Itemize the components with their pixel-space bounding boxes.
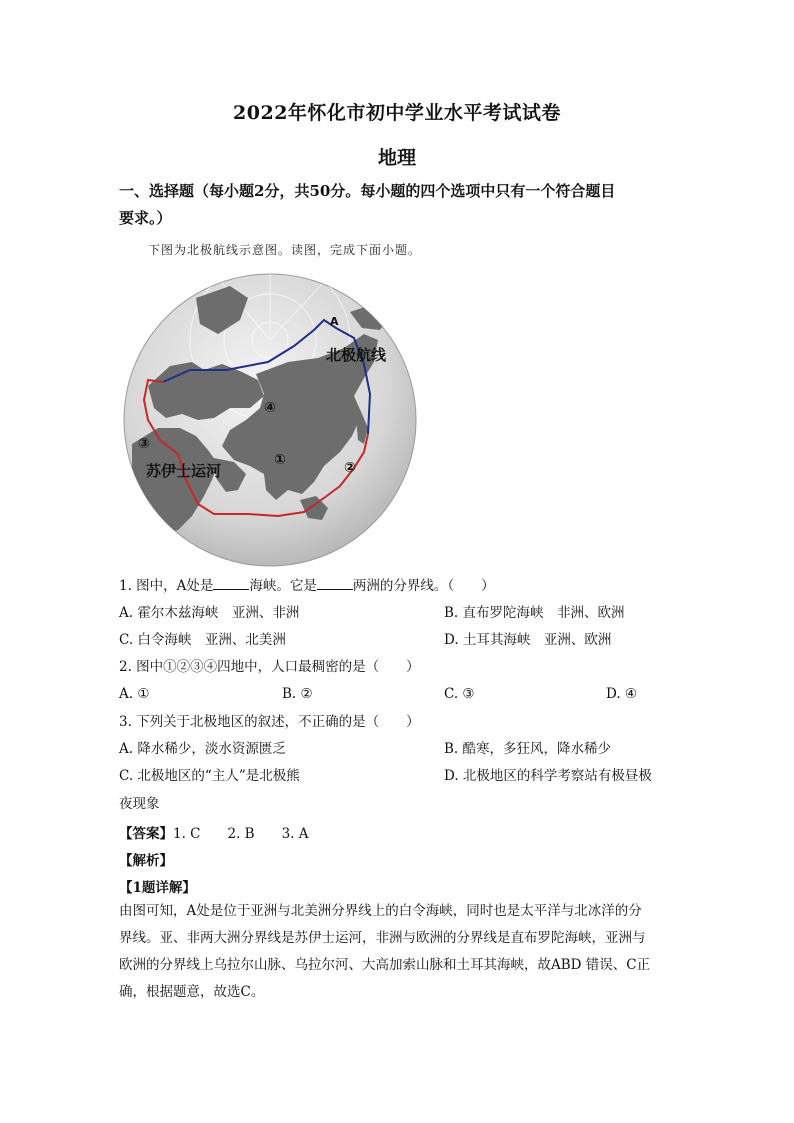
answer-tag: 【答案】 [119, 826, 173, 842]
question-1-option-a: A. 霍尔木兹海峡 亚洲、非洲 [119, 605, 300, 621]
blank-2 [317, 577, 353, 590]
section-heading-line-2: 要求。） [119, 209, 172, 227]
explanation-paragraph [119, 898, 675, 1006]
map-intro-text: 下图为北极航线示意图。读图，完成下面小题。 [148, 243, 422, 257]
question-1-option-d: D. 土耳其海峡 亚洲、欧洲 [444, 632, 612, 648]
blank-1 [213, 577, 249, 590]
question-2-option-b: B. ② [282, 686, 313, 702]
question-2-option-a: A. ① [119, 686, 150, 702]
section-heading [119, 178, 679, 232]
arctic-route-label: 北极航线 [326, 346, 387, 364]
question-3-stem: 3. 下列关于北极地区的叙述，不正确的是（ ） [119, 714, 420, 730]
explanation-line-3: 欧洲的分界线上乌拉尔山脉、乌拉尔河、大高加索山脉和土耳其海峡，故ABD 错误、C正 [119, 957, 651, 973]
answer-values: 1. C 2. B 3. A [173, 826, 309, 842]
question-2-option-d: D. ④ [606, 686, 638, 702]
question-3-option-c: C. 北极地区的“主人”是北极熊 [119, 768, 300, 784]
question-3-option-a: A. 降水稀少，淡水资源匮乏 [119, 741, 286, 757]
question-2-stem: 2. 图中①②③④四地中，人口最稠密的是（ ） [119, 659, 420, 675]
section-heading-line-1: 一、选择题（每小题2分，共50分。每小题的四个选项中只有一个符合题目 [119, 182, 616, 200]
question-3-option-b: B. 酷寒，多狂风，降水稀少 [444, 741, 612, 757]
strait-a-label: A [330, 315, 339, 328]
detail-tag: 【1题详解】 [119, 880, 196, 896]
question-1-stem [119, 577, 495, 595]
marker-1: ① [274, 452, 286, 468]
question-1-option-c: C. 白令海峡 亚洲、北美洲 [119, 632, 286, 648]
question-1-stem-a: 1. 图中，A处是 [119, 578, 214, 594]
answer-line [119, 822, 309, 842]
suez-canal-label: 苏伊士运河 [146, 462, 222, 480]
question-1-stem-b: 海峡。它是 [249, 578, 317, 594]
arctic-route-map [118, 268, 423, 573]
subject-title: 地理 [377, 147, 416, 169]
marker-3: ③ [138, 436, 150, 452]
question-1-option-b: B. 直布罗陀海峡 非洲、欧洲 [444, 605, 625, 621]
marker-2: ② [344, 460, 356, 476]
marker-4: ④ [264, 400, 276, 416]
explanation-line-4: 确，根据题意，故选C。 [119, 984, 265, 1000]
question-1-stem-c: 两洲的分界线。（ ） [352, 578, 495, 594]
question-3-option-d: D. 北极地区的科学考察站有极昼极 [444, 768, 652, 784]
question-2-option-c: C. ③ [444, 686, 475, 702]
explanation-line-2: 界线。亚、非两大洲分界线是苏伊士运河，非洲与欧洲的分界线是直布罗陀海峡，亚洲与 [119, 930, 646, 946]
explanation-line-1: 由图可知，A处是位于亚洲与北美洲分界线上的白令海峡，同时也是太平洋与北冰洋的分 [119, 903, 642, 919]
question-3-option-d-continued: 夜现象 [119, 796, 160, 812]
analysis-tag: 【解析】 [119, 853, 173, 869]
document-title: 2022年怀化市初中学业水平考试试卷 [233, 102, 561, 124]
